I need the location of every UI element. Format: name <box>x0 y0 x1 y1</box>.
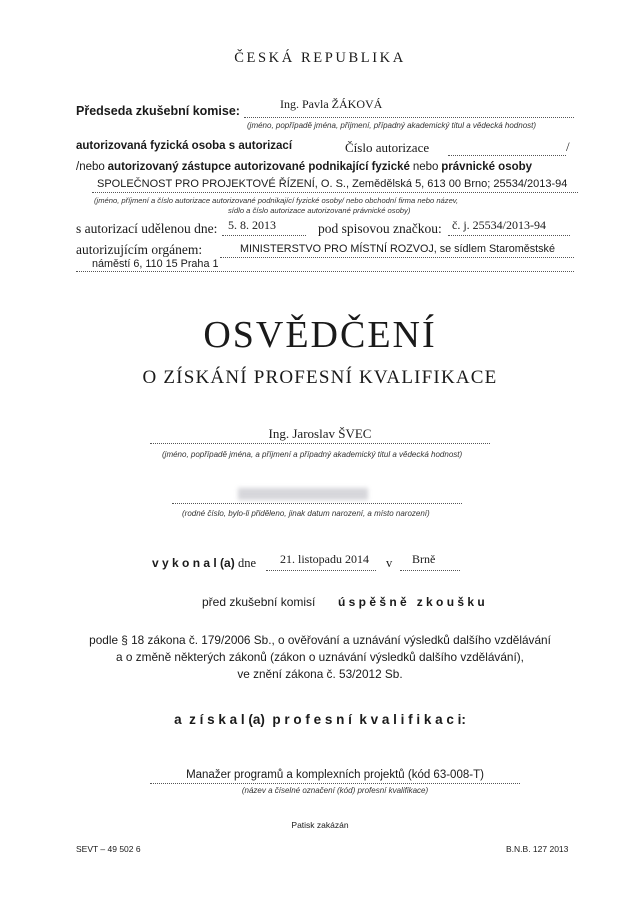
file-value: č. j. 25534/2013-94 <box>452 218 546 232</box>
granted-value: 5. 8. 2013 <box>228 218 276 232</box>
certificate-subtitle: O ZÍSKÁNÍ PROFESNÍ KVALIFIKACE <box>142 367 498 388</box>
form-code: SEVT – 49 502 6 <box>76 844 141 854</box>
law-line-3: ve znění zákona č. 53/2012 Sb. <box>237 667 403 681</box>
result-label: ú s p ě š n ě z k o u š k u <box>338 595 485 609</box>
authorization-number-end: / <box>566 139 570 154</box>
representative-label: autorizovaný zástupce autorizované podnikající fyzické <box>107 161 410 173</box>
holder-name: Ing. Jaroslav ŠVEC <box>268 426 372 441</box>
before-commission-label: před zkušební komisí <box>202 595 316 609</box>
print-code: B.N.B. 127 2013 <box>506 844 569 854</box>
reprint-notice: Patisk zakázán <box>291 820 349 830</box>
birth-line <box>172 485 462 504</box>
chair-label: Předseda zkušební komise: <box>76 104 240 118</box>
exam-place: Brně <box>412 552 436 566</box>
holder-name-caption: (jméno, popřípadě jména, a příjmení a případný akademický titul a vědecká hodnost) <box>162 450 463 459</box>
authorized-person-label: autorizovaná fyzická osoba s autorizací <box>76 140 293 152</box>
or-word: nebo <box>412 161 439 173</box>
authorization-number-label: Číslo autorizace <box>345 140 430 155</box>
country-header: ČESKÁ REPUBLIKA <box>234 50 406 66</box>
chair-caption: (jméno, popřípadě jména, příjmení, případný akademický titul a vědecká hodnost) <box>247 121 537 130</box>
place-label: v <box>386 556 393 570</box>
qualification-caption: (název a číselné označení (kód) profesní kvalifikace) <box>241 786 429 795</box>
chair-value: Ing. Pavla ŽÁKOVÁ <box>280 97 383 111</box>
qualification-value: Manažer programů a komplexních projektů (kód 63-008-T) <box>186 769 484 781</box>
entity-caption-1: (jméno, příjmení a číslo autorizace autorizované podnikající fyzické osoby/ nebo obchodní firma nebo název, <box>94 196 459 205</box>
granted-label: s autorizací udělenou dne: <box>76 221 218 236</box>
qualification-heading: a z í s k a l (a) p r o f e s n í k v a l i f i k a c i: <box>174 712 466 727</box>
law-line-2: a o změně některých zákonů (zákon o uznávání výsledků dalšího vzdělávání), <box>116 650 524 664</box>
file-label: pod spisovou značkou: <box>318 221 442 236</box>
authority-value-2: náměstí 6, 110 15 Praha 1 <box>92 258 219 270</box>
authority-value-1: MINISTERSTVO PRO MÍSTNÍ ROZVOJ, se sídlem Staroměstské <box>240 243 555 255</box>
entity-value: SPOLEČNOST PRO PROJEKTOVÉ ŘÍZENÍ, O. S., Zemědělská 5, 613 00 Brno; 25534/2013-94 <box>97 178 568 190</box>
exam-date: 21. listopadu 2014 <box>280 552 369 566</box>
birth-caption: (rodné číslo, bylo-li přiděleno, jinak datum narození, a místo narození) <box>182 509 430 518</box>
authority-label: autorizujícím orgánem: <box>76 242 203 257</box>
representative-line <box>76 161 532 173</box>
certificate-title: OSVĚDČENÍ <box>203 314 437 356</box>
or-prefix: /nebo <box>76 161 105 173</box>
entity-caption-2: sídlo a číslo autorizace autorizované právnické osoby) <box>228 206 411 215</box>
legal-entity-label: právnické osoby <box>441 161 533 173</box>
law-line-1: podle § 18 zákona č. 179/2006 Sb., o ověřování a uznávání výsledků dalšího vzdělávání <box>89 633 551 647</box>
authorization-number-line <box>448 140 566 156</box>
did-label: v y k o n a l (a) <box>152 556 235 570</box>
date-label: dne <box>238 556 257 570</box>
